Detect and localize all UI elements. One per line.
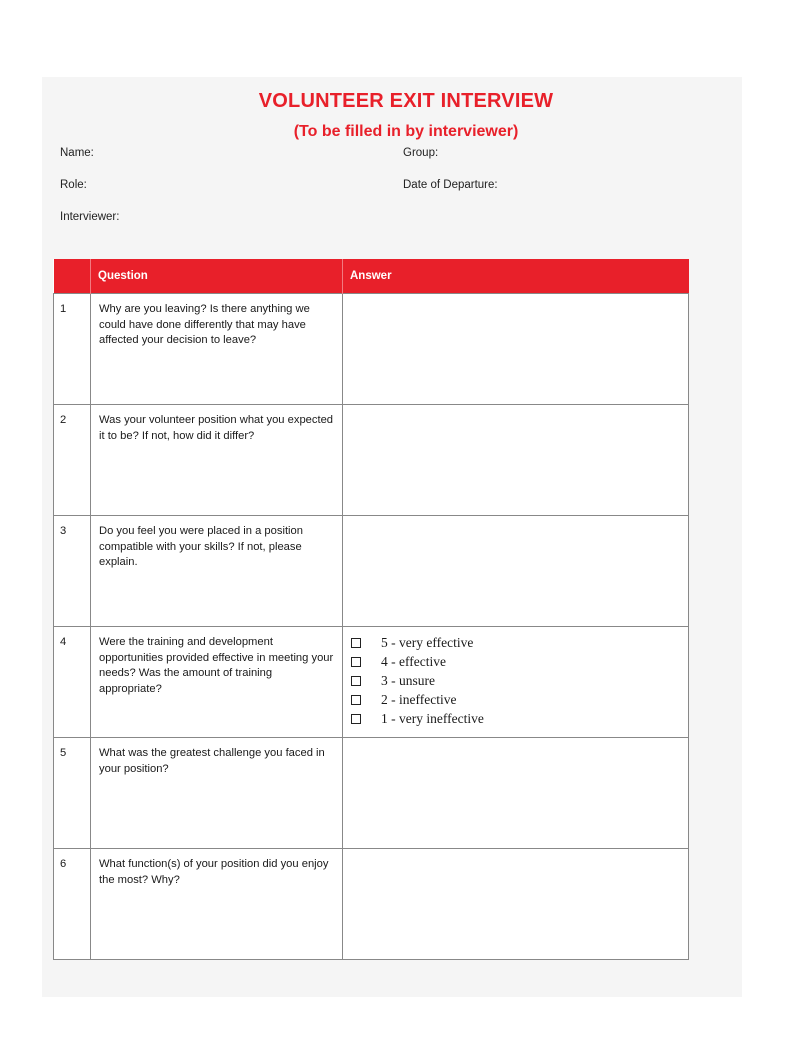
rating-option-label: 5 - very effective — [381, 635, 474, 650]
question-text: Was your volunteer position what you expected it to be? If not, how did it differ? — [91, 405, 343, 516]
table-row — [54, 738, 689, 849]
rating-option[interactable] — [351, 633, 680, 652]
rating-option-label: 3 - unsure — [381, 673, 435, 688]
question-text: What was the greatest challenge you faced in your position? — [91, 738, 343, 849]
table-row — [54, 849, 689, 960]
departure-date-field-label: Date of Departure: — [403, 179, 498, 191]
name-field-label: Name: — [60, 147, 94, 159]
row-number: 4 — [54, 627, 91, 738]
answer-cell[interactable] — [343, 849, 689, 960]
question-text: Why are you leaving? Is there anything we could have done differently that may have affected your decision to leave? — [91, 294, 343, 405]
form-subtitle: (To be filled in by interviewer) — [293, 123, 519, 140]
checkbox[interactable] — [351, 657, 361, 667]
row-number: 3 — [54, 516, 91, 627]
answer-cell[interactable] — [343, 405, 689, 516]
row-number: 1 — [54, 294, 91, 405]
question-text: Were the training and development opportunities provided effective in meeting your needs? Was the amount of training appropriate? — [91, 627, 343, 738]
checkbox[interactable] — [351, 695, 361, 705]
rating-option-label: 1 - very ineffective — [381, 711, 484, 726]
checkbox[interactable] — [351, 676, 361, 686]
rating-option-label: 4 - effective — [381, 654, 446, 669]
rating-option[interactable] — [351, 709, 680, 728]
rating-option[interactable] — [351, 652, 680, 671]
table-row — [54, 516, 689, 627]
question-text: What function(s) of your position did you enjoy the most? Why? — [91, 849, 343, 960]
row-number: 5 — [54, 738, 91, 849]
row-number: 2 — [54, 405, 91, 516]
table-row — [54, 405, 689, 516]
rating-options — [351, 633, 680, 728]
group-field-label: Group: — [403, 147, 439, 159]
answer-cell[interactable] — [343, 738, 689, 849]
answer-cell — [343, 627, 689, 738]
checkbox[interactable] — [351, 638, 361, 648]
row-number: 6 — [54, 849, 91, 960]
rating-option-label: 2 - ineffective — [381, 692, 457, 707]
checkbox[interactable] — [351, 714, 361, 724]
rating-option[interactable] — [351, 671, 680, 690]
answer-cell[interactable] — [343, 516, 689, 627]
table-row — [54, 294, 689, 405]
answer-cell[interactable] — [343, 294, 689, 405]
role-field-label: Role: — [60, 179, 87, 191]
table-header-row — [54, 259, 689, 294]
form-title: VOLUNTEER EXIT INTERVIEW — [258, 90, 554, 112]
table-row — [54, 627, 689, 738]
interview-table — [53, 259, 689, 960]
column-header-question: Question — [91, 259, 343, 294]
interviewer-field-label: Interviewer: — [60, 211, 120, 223]
form-page — [42, 77, 742, 997]
column-header-answer: Answer — [343, 259, 689, 294]
rating-option[interactable] — [351, 690, 680, 709]
column-header-number — [54, 259, 91, 294]
question-text: Do you feel you were placed in a position compatible with your skills? If not, please explain. — [91, 516, 343, 627]
